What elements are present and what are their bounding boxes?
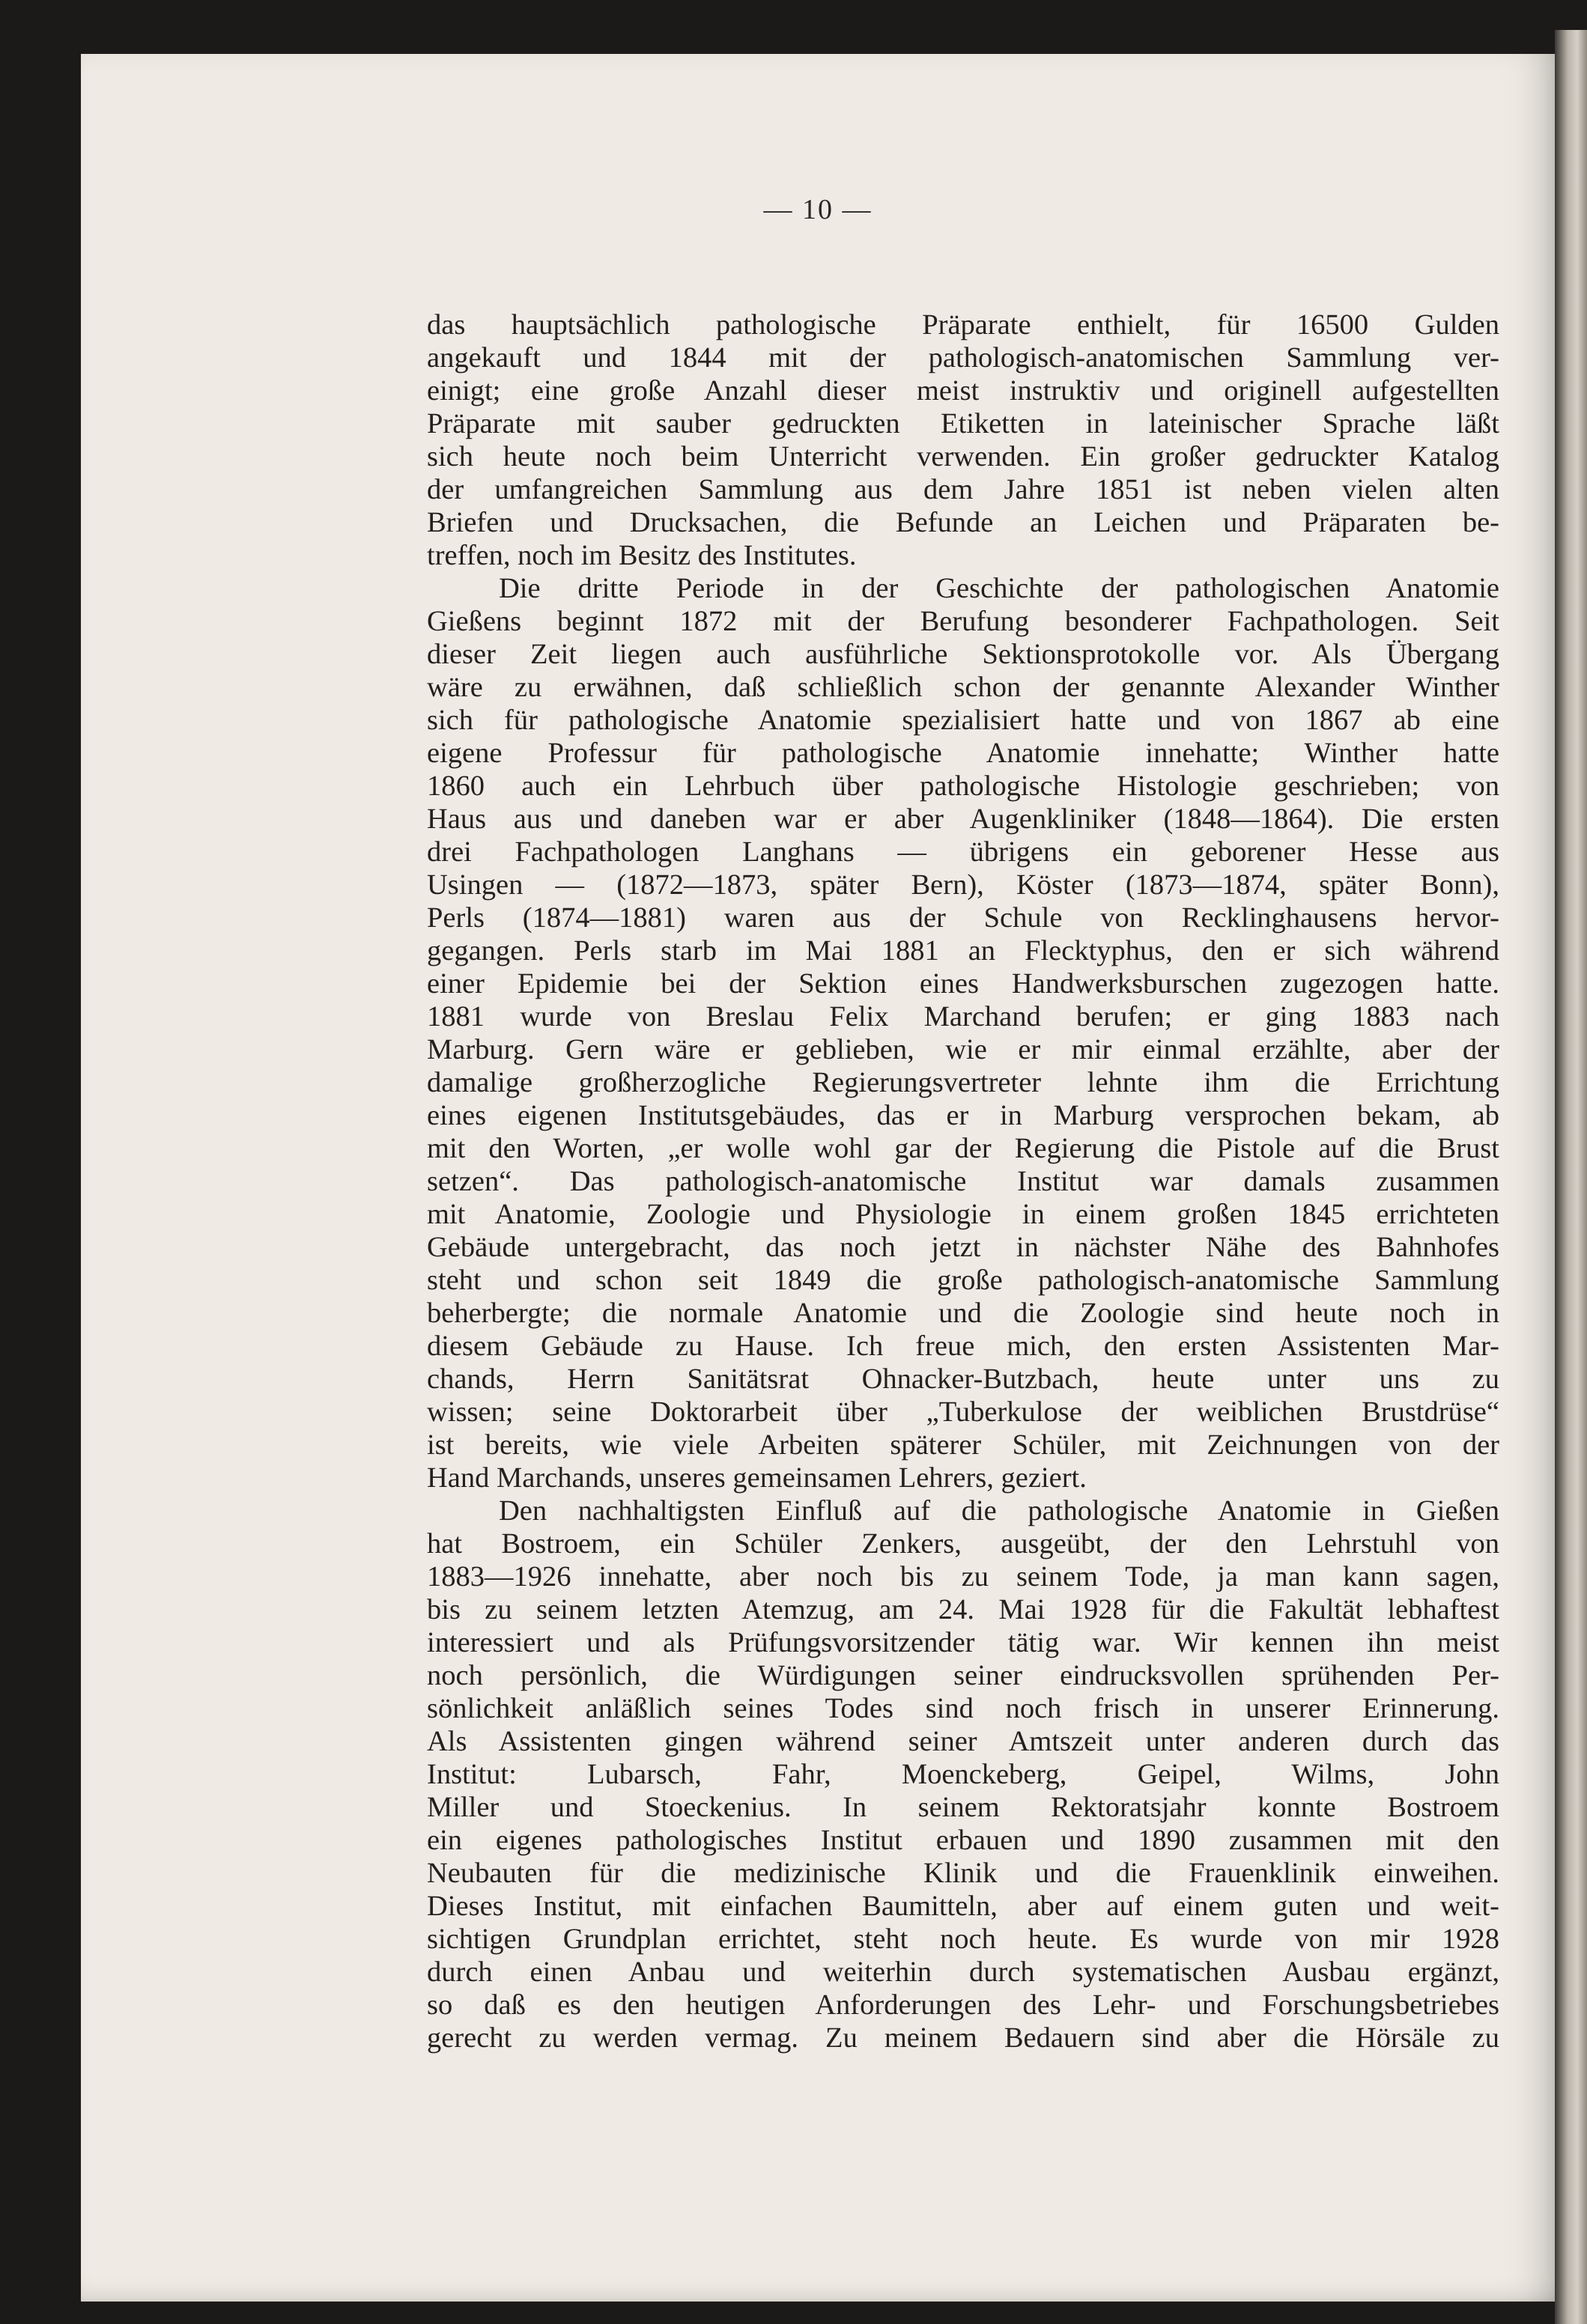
text-line: mit den Worten, „er wolle wohl gar der Regierung die Pistole auf die Brust [427,1133,1499,1164]
text-line: Perls (1874—1881) waren aus der Schule von Recklinghausens hervor- [427,902,1499,934]
text-line: Neubauten für die medizinische Klinik und die Frauenklinik einweihen. [427,1858,1499,1889]
text-line: 1881 wurde von Breslau Felix Marchand berufen; er ging 1883 nach [427,1001,1499,1032]
text-line: setzen“. Das pathologisch-anatomische Institut war damals zusammen [427,1166,1499,1197]
text-line: ein eigenes pathologisches Institut erbauen und 1890 zusammen mit den [427,1825,1499,1856]
text-line: damalige großherzogliche Regierungsvertreter lehnte ihm die Errichtung [427,1067,1499,1098]
text-line: Briefen und Drucksachen, die Befunde an Leichen und Präparaten be- [427,507,1499,538]
scanned-page [81,54,1555,2302]
text-line: Usingen — (1872—1873, später Bern), Köster (1873—1874, später Bonn), [427,869,1499,901]
text-line: gerecht zu werden vermag. Zu meinem Bedauern sind aber die Hörsäle zu [427,2022,1499,2054]
text-line: eigene Professur für pathologische Anatomie innehatte; Winther hatte [427,737,1499,769]
text-line: einigt; eine große Anzahl dieser meist instruktiv und originell aufgestellten [427,375,1499,407]
text-line: sich heute noch beim Unterricht verwenden. Ein großer gedruckter Katalog [427,441,1499,472]
text-line: Den nachhaltigsten Einfluß auf die pathologische Anatomie in Gießen [499,1495,1499,1527]
text-line: wissen; seine Doktorarbeit über „Tuberkulose der weiblichen Brustdrüse“ [427,1396,1499,1428]
text-line: Miller und Stoeckenius. In seinem Rektoratsjahr konnte Bostroem [427,1792,1499,1823]
text-line: eines eigenen Institutsgebäudes, das er in Marburg versprochen bekam, ab [427,1100,1499,1131]
text-line: Marburg. Gern wäre er geblieben, wie er mir einmal erzählte, aber der [427,1034,1499,1065]
text-line: angekauft und 1844 mit der pathologisch-anatomischen Sammlung ver- [427,342,1499,374]
text-line: treffen, noch im Besitz des Institutes. [427,540,857,571]
text-line: Gießens beginnt 1872 mit der Berufung besonderer Fachpathologen. Seit [427,606,1499,637]
text-line: sichtigen Grundplan errichtet, steht noch heute. Es wurde von mir 1928 [427,1923,1499,1955]
text-line: chands, Herrn Sanitätsrat Ohnacker-Butzbach, heute unter uns zu [427,1363,1499,1395]
text-line: Als Assistenten gingen während seiner Amtszeit unter anderen durch das [427,1726,1499,1757]
text-line: mit Anatomie, Zoologie und Physiologie in einem großen 1845 errichteten [427,1199,1499,1230]
text-line: der umfangreichen Sammlung aus dem Jahre 1851 ist neben vielen alten [427,474,1499,505]
body-text [427,308,1499,2054]
book-gutter [1555,30,1587,2324]
text-line: hat Bostroem, ein Schüler Zenkers, ausgeübt, der den Lehrstuhl von [427,1528,1499,1560]
text-line: 1860 auch ein Lehrbuch über pathologische Histologie geschrieben; von [427,770,1499,802]
text-line: durch einen Anbau und weiterhin durch systematischen Ausbau ergänzt, [427,1956,1499,1988]
page-number: — 10 — [763,194,873,225]
text-line: Die dritte Periode in der Geschichte der pathologischen Anatomie [499,573,1499,604]
text-line: gegangen. Perls starb im Mai 1881 an Flecktyphus, den er sich während [427,935,1499,967]
text-line: Hand Marchands, unseres gemeinsamen Lehrers, geziert. [427,1462,1087,1494]
text-line: beherbergte; die normale Anatomie und die Zoologie sind heute noch in [427,1298,1499,1329]
text-line: so daß es den heutigen Anforderungen des Lehr- und Forschungsbetriebes [427,1989,1499,2021]
text-line: bis zu seinem letzten Atemzug, am 24. Mai 1928 für die Fakultät lebhaftest [427,1594,1499,1625]
text-line: einer Epidemie bei der Sektion eines Handwerksburschen zugezogen hatte. [427,968,1499,1000]
text-line: Institut: Lubarsch, Fahr, Moenckeberg, Geipel, Wilms, John [427,1759,1499,1790]
text-line: drei Fachpathologen Langhans — übrigens ein geborener Hesse aus [427,836,1499,868]
text-line: Dieses Institut, mit einfachen Baumitteln, aber auf einem guten und weit- [427,1890,1499,1922]
text-line: das hauptsächlich pathologische Präparate enthielt, für 16500 Gulden [427,309,1499,341]
text-line: dieser Zeit liegen auch ausführliche Sektionsprotokolle vor. Als Übergang [427,639,1499,670]
text-line: sich für pathologische Anatomie spezialisiert hatte und von 1867 ab eine [427,705,1499,736]
text-line: noch persönlich, die Würdigungen seiner eindrucksvollen sprühenden Per- [427,1660,1499,1691]
text-line: Haus aus und daneben war er aber Augenkliniker (1848—1864). Die ersten [427,803,1499,835]
text-line: wäre zu erwähnen, daß schließlich schon der genannte Alexander Winther [427,672,1499,703]
text-line: sönlichkeit anläßlich seines Todes sind noch frisch in unserer Erinnerung. [427,1693,1499,1724]
text-line: Präparate mit sauber gedruckten Etiketten in lateinischer Sprache läßt [427,408,1499,439]
text-line: ist bereits, wie viele Arbeiten späterer Schüler, mit Zeichnungen von der [427,1429,1499,1461]
text-line: 1883—1926 innehatte, aber noch bis zu seinem Tode, ja man kann sagen, [427,1561,1499,1593]
text-line: diesem Gebäude zu Hause. Ich freue mich, den ersten Assistenten Mar- [427,1330,1499,1362]
text-line: Gebäude untergebracht, das noch jetzt in nächster Nähe des Bahnhofes [427,1232,1499,1263]
text-line: interessiert und als Prüfungsvorsitzender tätig war. Wir kennen ihn meist [427,1627,1499,1658]
text-line: steht und schon seit 1849 die große pathologisch-anatomische Sammlung [427,1265,1499,1296]
